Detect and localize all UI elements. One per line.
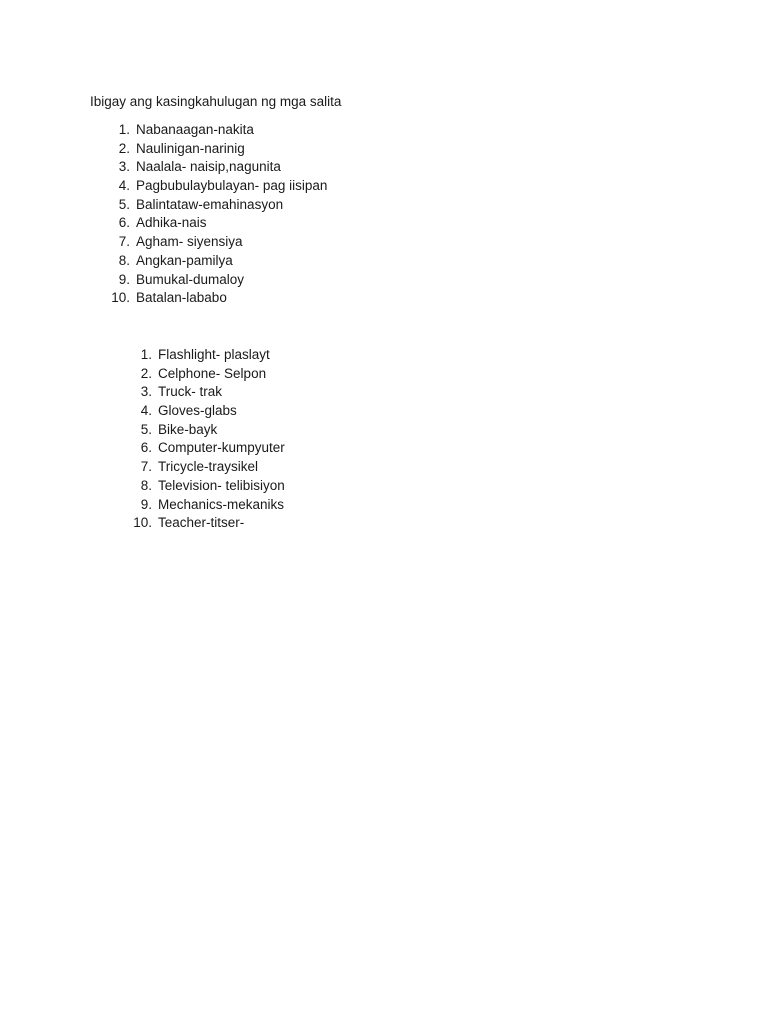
item-number: 2. (118, 140, 130, 156)
item-text: Pagbubulaybulayan- pag iisipan (136, 178, 328, 194)
item-text: Computer-kumpyuter (158, 440, 285, 456)
item-number: 10. (111, 290, 130, 306)
item-text: Agham- siyensiya (136, 234, 243, 250)
item-number: 6. (140, 440, 152, 456)
item-number: 5. (140, 421, 152, 437)
item-number: 2. (140, 365, 152, 381)
item-text: Naalala- naisip,nagunita (136, 159, 281, 175)
item-number: 9. (140, 496, 152, 512)
item-number: 1. (118, 122, 130, 137)
item-number: 5. (118, 196, 130, 212)
item-number: 9. (118, 271, 130, 287)
item-text: Bike-bayk (158, 421, 218, 437)
item-number: 3. (140, 384, 152, 400)
item-number: 4. (118, 178, 130, 194)
item-text: Truck- trak (158, 384, 222, 400)
item-text: Angkan-pamilya (136, 252, 233, 268)
item-number: 6. (118, 215, 130, 231)
item-number: 8. (118, 252, 130, 268)
item-text: Adhika-nais (136, 215, 207, 231)
item-number: 7. (140, 459, 152, 475)
item-text: Mechanics-mekaniks (158, 496, 285, 512)
item-text: Flashlight- plaslayt (158, 347, 270, 362)
item-number: 10. (133, 515, 152, 531)
item-text: Nabanaagan-nakita (136, 122, 254, 137)
item-number: 3. (118, 159, 130, 175)
item-text: Batalan-lababo (136, 290, 227, 306)
item-text: Gloves-glabs (158, 403, 237, 419)
item-text: Celphone- Selpon (158, 365, 267, 381)
item-text: Television- telibisiyon (158, 477, 285, 493)
document-heading: Ibigay ang kasingkahulugan ng mga salita (90, 94, 342, 109)
item-text: Tricycle-traysikel (158, 459, 259, 475)
item-number: 7. (118, 234, 130, 250)
item-number: 8. (140, 477, 152, 493)
item-text: Naulinigan-narinig (136, 140, 245, 156)
item-number: 1. (140, 347, 152, 362)
item-text: Teacher-titser- (158, 515, 245, 531)
item-text: Bumukal-dumaloy (136, 271, 245, 287)
item-text: Balintataw-emahinasyon (136, 196, 284, 212)
item-number: 4. (140, 403, 152, 419)
